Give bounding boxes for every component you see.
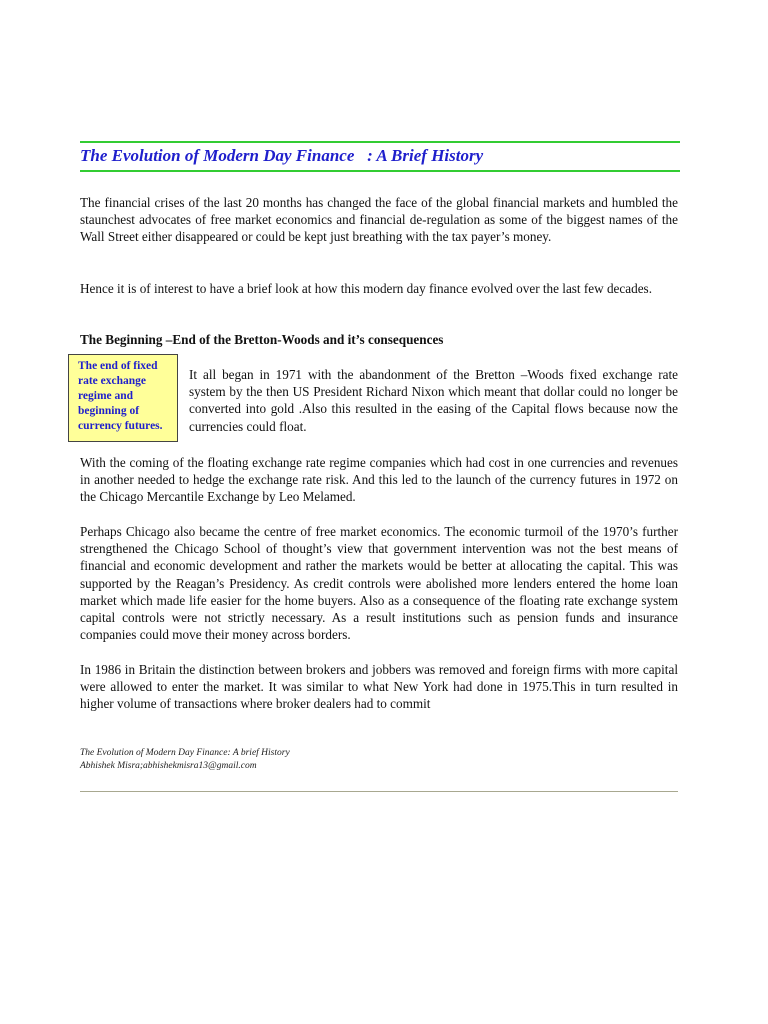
footer-rule — [80, 791, 678, 792]
title-top-rule — [80, 141, 680, 143]
bretton-woods-paragraph: It all began in 1971 with the abandonment of the Bretton –Woods fixed exchange rate system by the then US President Richard Nixon which meant that dollar could no longer be converted into gold .Also this resulted in the easing of the Capital flows because now the currencies could float. — [189, 367, 678, 434]
intro-paragraph: The financial crises of the last 20 months has changed the face of the global financial markets and humbled the staunchest advocates of free market economics and financial de-regulation as some of the biggest names of the Wall Street either disappeared or could be kept just breathing with the tax payer’s money. — [80, 195, 678, 245]
britain-paragraph: In 1986 in Britain the distinction between brokers and jobbers was removed and foreign firms with more capital were allowed to enter the market. It was similar to what New York had done in 1975.This in turn resulted in higher volume of transactions where broker dealers had to commit — [80, 662, 678, 712]
interest-paragraph: Hence it is of interest to have a brief look at how this modern day finance evolved over the last few decades. — [80, 281, 652, 296]
section-heading: The Beginning –End of the Bretton-Woods and it’s consequences — [80, 332, 444, 347]
callout-box — [68, 354, 178, 442]
callout-text: The end of fixed rate exchange regime and beginning of currency futures. — [78, 360, 163, 432]
footer-author: Abhishek Misra;abhishekmisra13@gmail.com — [80, 761, 257, 771]
footer-title: The Evolution of Modern Day Finance: A brief History — [80, 748, 290, 758]
document-title: The Evolution of Modern Day Finance : A Brief History — [80, 146, 484, 165]
title-bottom-rule — [80, 170, 680, 172]
chicago-paragraph: Perhaps Chicago also became the centre of free market economics. The economic turmoil of the 1970’s further strengthened the Chicago School of thought’s view that government intervention was not the best means of financial and economic development and rather the markets would be better at allocating the capital. This was supported by the Reagan’s Presidency. As credit controls were abolished more lenders entered the home loan market which made life easier for the home buyers. Also as a consequence of the floating rate exchange system capital controls were not strictly necessary. As a result institutions such as pension funds and insurance companies could move their money across borders. — [80, 524, 678, 643]
floating-rate-paragraph: With the coming of the floating exchange rate regime companies which had cost in one currencies and revenues in another needed to hedge the exchange rate risk. And this led to the launch of the currency futures in 1972 on the Chicago Mercantile Exchange by Leo Melamed. — [80, 455, 678, 505]
